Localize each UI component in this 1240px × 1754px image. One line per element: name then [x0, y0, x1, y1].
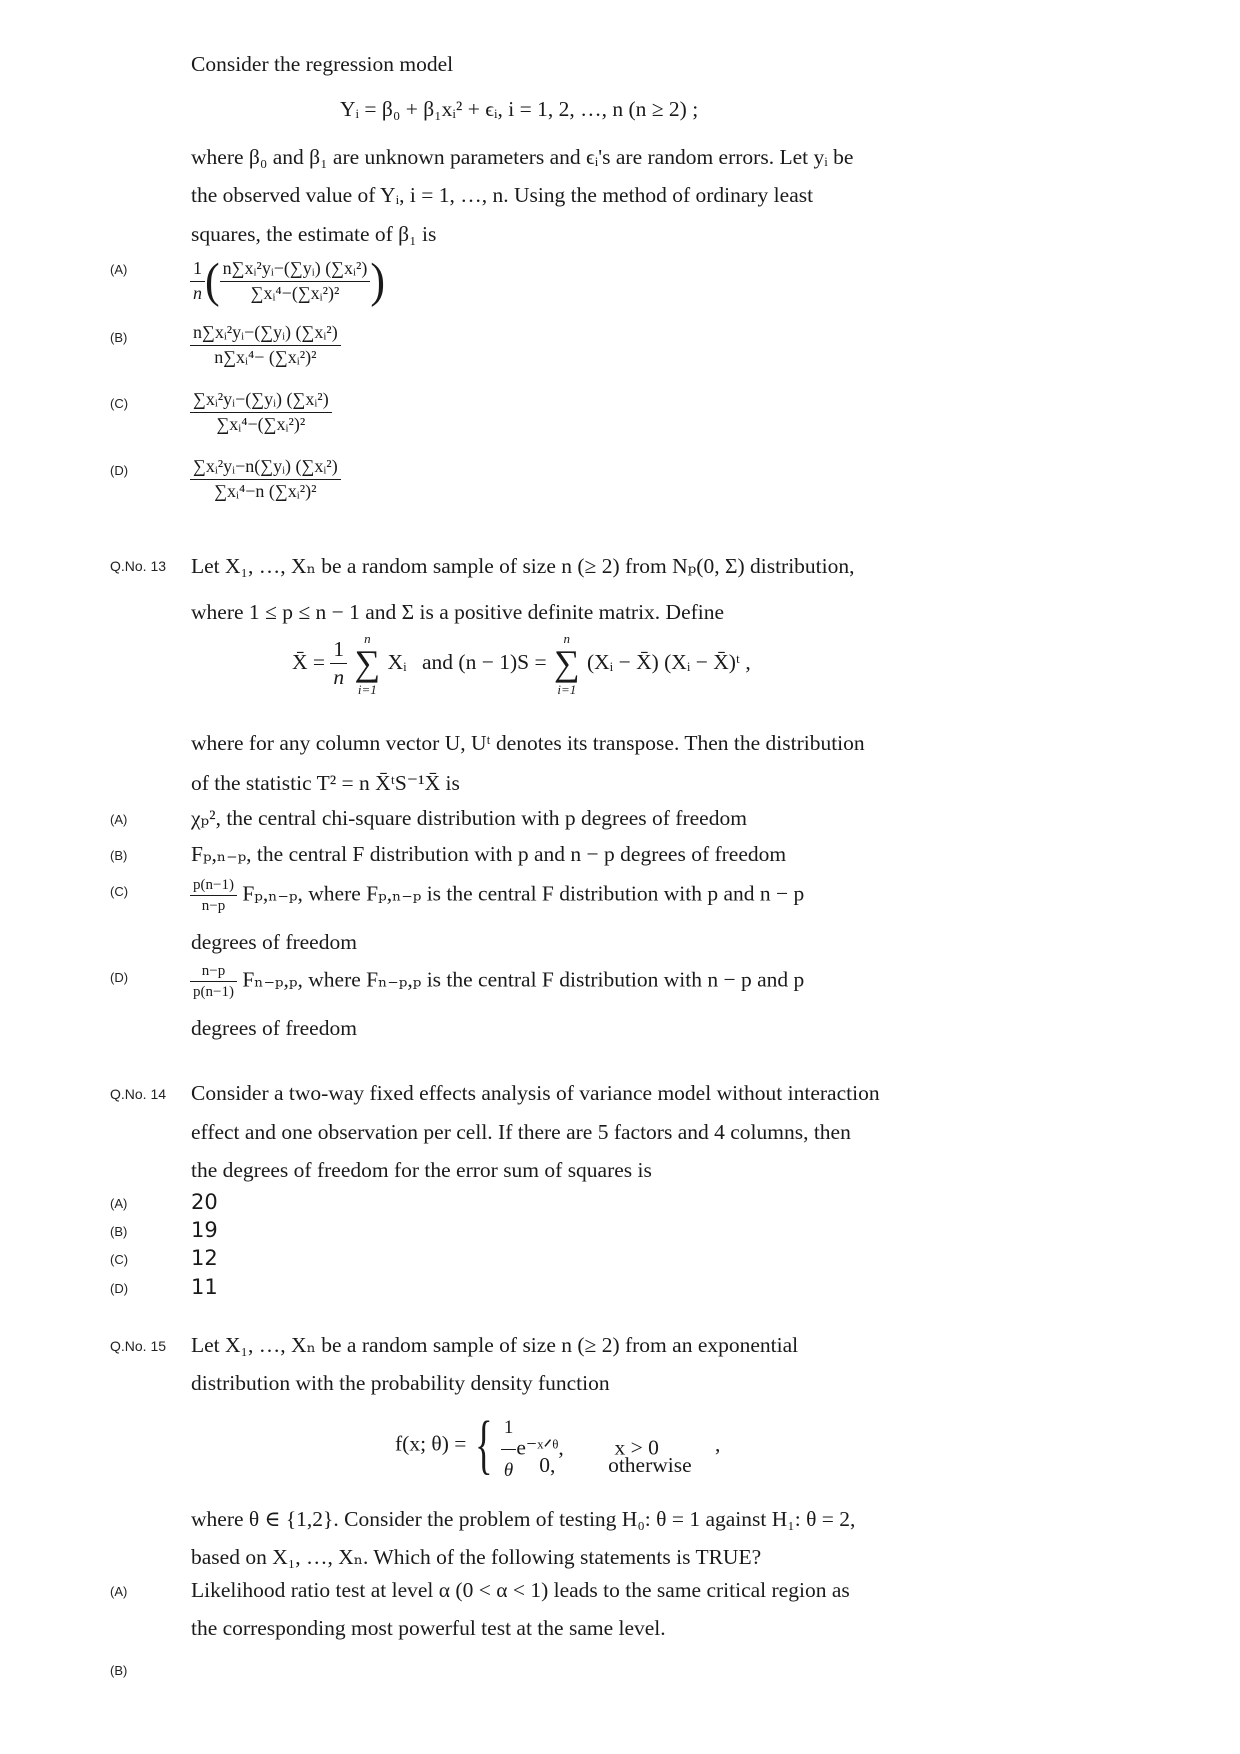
q12-intro: Consider the regression model [191, 52, 454, 76]
q14-text-line: effect and one observation per cell. If there are 5 factors and 4 columns, then [191, 1120, 851, 1144]
q14-option-b-text[interactable]: 19 [191, 1218, 218, 1242]
q14-text-line: Consider a two-way fixed effects analysis of variance model without interaction [191, 1081, 880, 1105]
sum-symbol: n ∑ i=1 [553, 631, 580, 697]
sum-symbol: n ∑ i=1 [354, 631, 381, 697]
q12-option-c-formula[interactable] [190, 389, 332, 435]
q15-text-line: based on X₁, …, Xₙ. Which of the following statements is TRUE? [191, 1545, 762, 1569]
q12-model-equation: Yᵢ = β₀ + β₁xᵢ² + ϵᵢ, i = 1, 2, …, n (n ≥ 2) ; [340, 97, 699, 121]
q14-text-line: the degrees of freedom for the error sum of squares is [191, 1158, 652, 1182]
q13-text-line: Let X₁, …, Xₙ be a random sample of size n (≥ 2) from Nₚ(0, Σ) distribution, [191, 554, 855, 578]
q12-text-line: the observed value of Yᵢ, i = 1, …, n. Using the method of ordinary least [191, 183, 814, 207]
q15-text-line: Let X₁, …, Xₙ be a random sample of size n (≥ 2) from an exponential [191, 1333, 799, 1357]
fraction: $\frac{\text{n∑xᵢ²yᵢ−(∑yᵢ) (∑xᵢ²)}}{\text{∑xᵢ⁴−(∑xᵢ²)²}}$ [220, 258, 371, 304]
q13-text-line: of the statistic T² = n X̄ᵗS⁻¹X̄ is [191, 771, 460, 795]
q13-option-d-label: (D) [110, 970, 129, 985]
q14-option-d-label: (D) [110, 1281, 129, 1296]
q13-option-d-continuation: degrees of freedom [191, 1016, 357, 1040]
question-number-14: Q.No. 14 [110, 1086, 167, 1102]
q13-option-a-label: (A) [110, 812, 128, 827]
fraction: $\frac{\text{∑xᵢ²yᵢ−n(∑yᵢ) (∑xᵢ²)}}{\text{∑xᵢ⁴−n (∑xᵢ²)²}}$ [190, 456, 341, 502]
q15-pdf-equation: f(x; θ) = { $\frac{1}{\theta}$ e⁻ˣᐟᶿ, x > 0 0, otherwise , [395, 1405, 720, 1484]
q14-option-b-label: (B) [110, 1224, 128, 1239]
q13-option-b-label: (B) [110, 848, 128, 863]
fraction: $\frac{1}{n}$ [330, 637, 347, 692]
q13-option-c-continuation: degrees of freedom [191, 930, 357, 954]
q12-text-line: where β₀ and β₁ are unknown parameters and ϵᵢ's are random errors. Let yᵢ be [191, 145, 854, 169]
q13-option-d-text[interactable]: $\frac{n-p}{p(n-1)}$ Fₙ₋ₚ,ₚ, where Fₙ₋ₚ,ₚ is the central F distribution with n − p and p [190, 962, 804, 1001]
q13-option-c-text[interactable]: $\frac{p(n-1)}{n-p}$ Fₚ,ₙ₋ₚ, where Fₚ,ₙ₋ₚ is the central F distribution with p and n − p [190, 876, 804, 915]
q13-option-c-label: (C) [110, 884, 129, 899]
q12-option-d-label: (D) [110, 463, 129, 478]
q14-option-c-label: (C) [110, 1252, 129, 1267]
q14-option-c-text[interactable]: 12 [191, 1246, 218, 1270]
q13-text-line: where for any column vector U, Uᵗ denotes its transpose. Then the distribution [191, 731, 865, 755]
q12-option-b-formula[interactable] [190, 322, 341, 368]
q13-definition-equation: X̄ = $\frac{1}{n}$ n ∑ i=1 Xᵢ and (n − 1)S = n ∑ i=1 (Xᵢ − X̄) (Xᵢ − X̄)ᵗ , [292, 631, 751, 697]
q12-option-c-label: (C) [110, 396, 129, 411]
q14-option-d-text[interactable]: 11 [191, 1275, 218, 1299]
q15-text-line: distribution with the probability density function [191, 1371, 610, 1395]
q12-option-a-label: (A) [110, 262, 128, 277]
fraction: $\frac{\text{∑xᵢ²yᵢ−(∑yᵢ) (∑xᵢ²)}}{\text{∑xᵢ⁴−(∑xᵢ²)²}}$ [190, 389, 332, 435]
q15-option-a-text[interactable]: Likelihood ratio test at level α (0 < α < 1) leads to the same critical region as [191, 1578, 850, 1602]
q15-option-a-label: (A) [110, 1584, 128, 1599]
fraction: $\frac{\text{n∑xᵢ²yᵢ−(∑yᵢ) (∑xᵢ²)}}{\text{n∑xᵢ⁴− (∑xᵢ²)²}}$ [190, 322, 341, 368]
question-number-13: Q.No. 13 [110, 558, 167, 574]
q15-text-line: where θ ∈ {1,2}. Consider the problem of testing H₀: θ = 1 against H₁: θ = 2, [191, 1507, 856, 1531]
fraction: $\frac{1}{\theta}$ [501, 1408, 517, 1491]
fraction: $\frac{1}{n}$ [190, 258, 205, 304]
q12-option-b-label: (B) [110, 330, 128, 345]
q15-option-a-continuation: the corresponding most powerful test at the same level. [191, 1616, 666, 1640]
q14-option-a-label: (A) [110, 1196, 128, 1211]
fraction: $\frac{n-p}{p(n-1)}$ [190, 962, 237, 1001]
pdf-cases: $\frac{1}{\theta}$ e⁻ˣᐟᶿ, x > 0 0, otherwise [501, 1408, 692, 1482]
q15-option-b-label: (B) [110, 1663, 128, 1678]
q13-option-a-text[interactable]: χₚ², the central chi-square distribution with p degrees of freedom [191, 806, 747, 830]
fraction: $\frac{p(n-1)}{n-p}$ [190, 876, 237, 915]
q13-option-b-text[interactable]: Fₚ,ₙ₋ₚ, the central F distribution with p and n − p degrees of freedom [191, 842, 787, 866]
q12-text-line: squares, the estimate of β₁ is [191, 222, 437, 246]
q13-text-line: where 1 ≤ p ≤ n − 1 and Σ is a positive definite matrix. Define [191, 600, 725, 624]
q14-option-a-text[interactable]: 20 [191, 1190, 218, 1214]
question-number-15: Q.No. 15 [110, 1338, 167, 1354]
q12-option-d-formula[interactable] [190, 456, 341, 502]
q12-option-a-formula[interactable]: $\frac{1}{n}$ ( $\frac{\text{n∑xᵢ²yᵢ−(∑yᵢ) (∑xᵢ²)}}{\text{∑xᵢ⁴−(∑xᵢ²)²}}$ ) [190, 255, 385, 308]
